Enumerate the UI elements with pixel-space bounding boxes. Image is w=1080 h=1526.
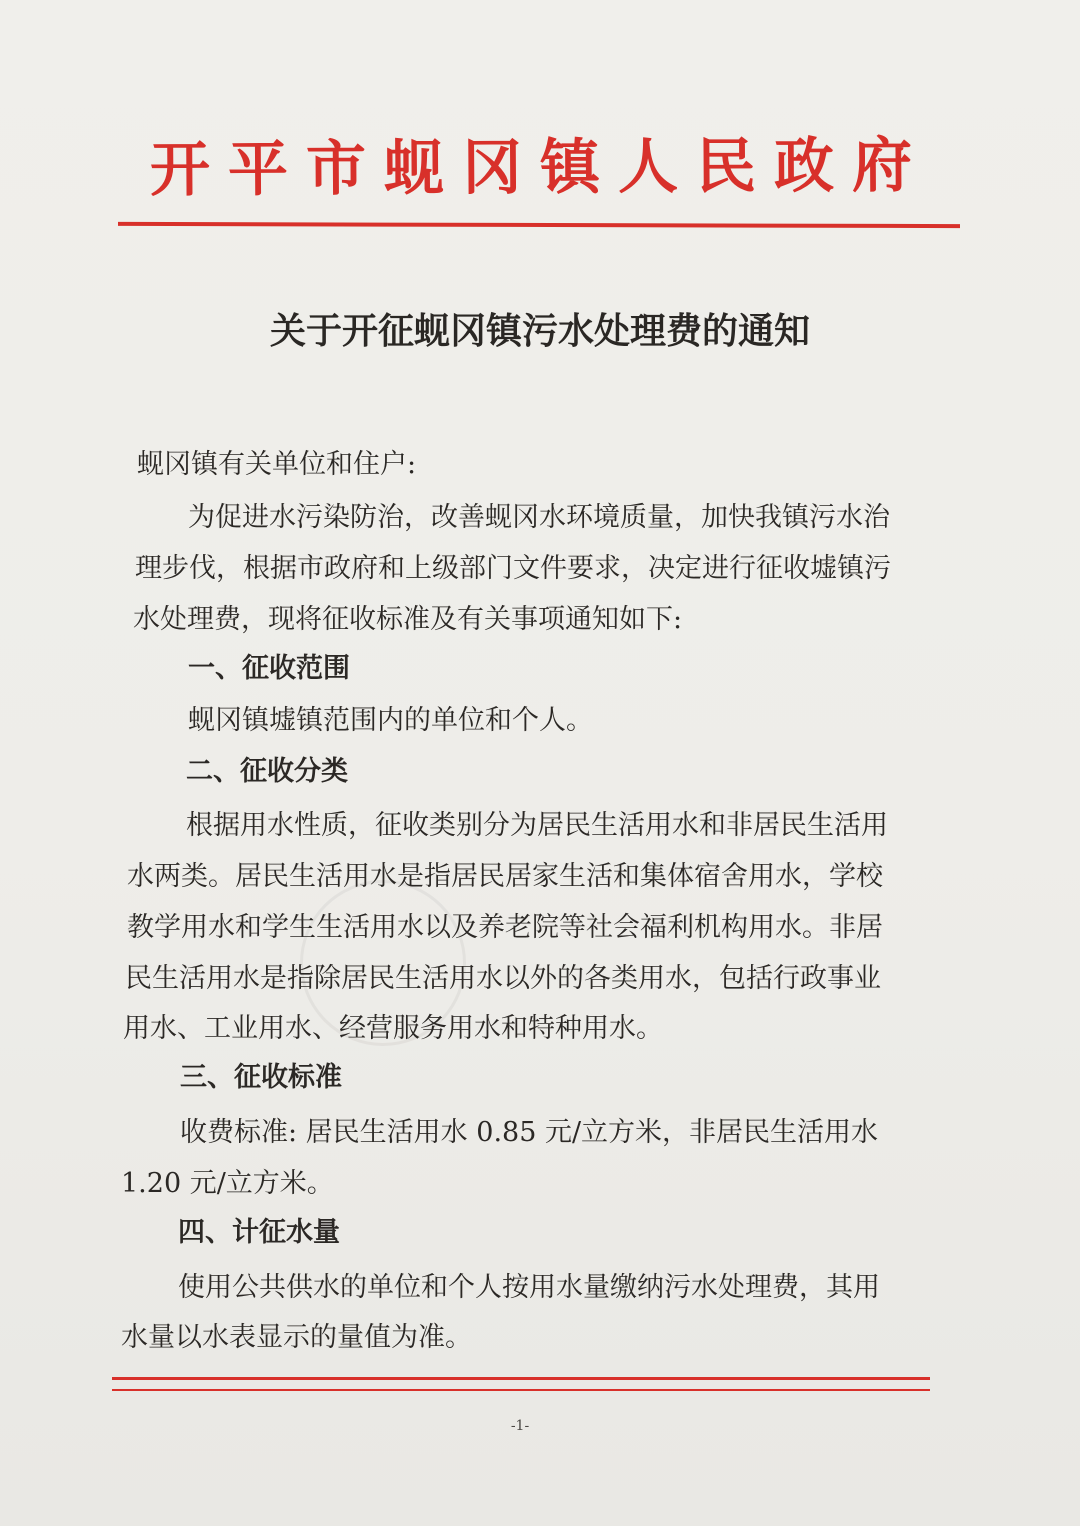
section-line: 收费标准: 居民生活用水 0.85 元/立方米，非居民生活用水 — [180, 1117, 879, 1148]
document-title: 关于开征蚬冈镇污水处理费的通知 — [269, 310, 810, 352]
section-heading: 二、征收分类 — [186, 756, 348, 787]
section-heading: 四、计征水量 — [178, 1217, 340, 1248]
section-line: 水量以水表显示的量值为准。 — [121, 1322, 472, 1353]
intro-line: 理步伐，根据市政府和上级部门文件要求，决定进行征收墟镇污 — [135, 553, 891, 584]
intro-line: 水处理费，现将征收标准及有关事项通知如下: — [133, 604, 683, 635]
section-line: 根据用水性质，征收类别分为居民生活用水和非居民生活用 — [186, 810, 888, 841]
page-number: -1- — [510, 1418, 530, 1434]
footer-red-rule-thick — [112, 1377, 930, 1380]
letterhead-red-rule — [118, 222, 960, 228]
section-line: 水两类。居民生活用水是指居民居家生活和集体宿舍用水，学校 — [127, 861, 883, 892]
section-line: 1.20 元/立方米。 — [121, 1168, 334, 1199]
section-line: 民生活用水是指除居民生活用水以外的各类用水，包括行政事业 — [125, 963, 881, 994]
section-heading: 一、征收范围 — [188, 653, 350, 684]
section-line: 使用公共供水的单位和个人按用水量缴纳污水处理费，其用 — [178, 1272, 880, 1303]
intro-line: 为促进水污染防治，改善蚬冈水环境质量，加快我镇污水治 — [188, 502, 890, 533]
letterhead-issuer: 开平市蚬冈镇人民政府 — [149, 130, 931, 206]
section-line: 教学用水和学生生活用水以及养老院等社会福利机构用水。非居 — [127, 912, 883, 943]
section-heading: 三、征收标准 — [180, 1062, 342, 1093]
section-line: 蚬冈镇墟镇范围内的单位和个人。 — [188, 705, 593, 736]
section-line: 用水、工业用水、经营服务用水和特种用水。 — [123, 1013, 663, 1044]
salutation: 蚬冈镇有关单位和住户: — [137, 449, 417, 480]
footer-red-rule-thin — [112, 1389, 930, 1391]
